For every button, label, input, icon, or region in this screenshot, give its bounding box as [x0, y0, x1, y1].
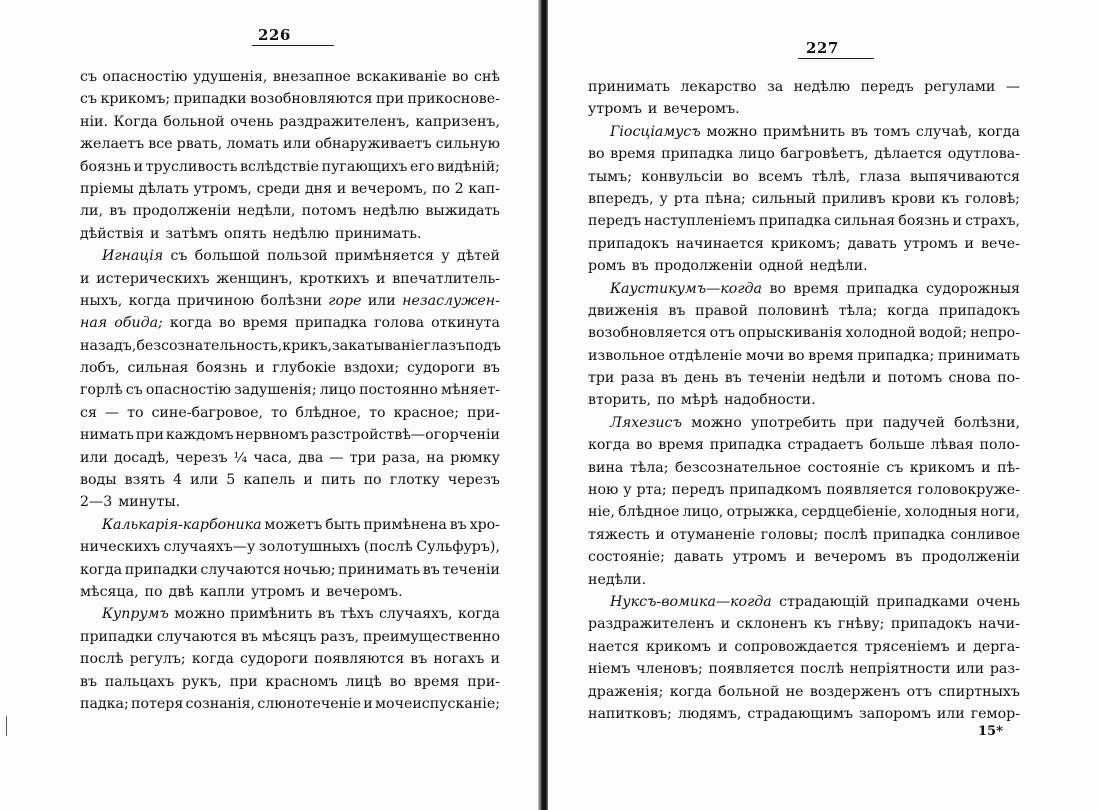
- text-line: припадокъ начинается крикомъ; давать утромъ и вече-: [588, 235, 1020, 252]
- text-line: принимать лекарство за недѣлю передъ регулами —: [588, 79, 1020, 95]
- text-line: мѣсяца, по двѣ капли утромъ и вечеромъ.: [80, 583, 403, 600]
- text-line: припадки случаются въ мѣсяцъ разъ, преимущественно: [80, 628, 500, 645]
- text-line: назадъ, безсознательность, крикъ, закатываніе глазъ подъ: [80, 337, 501, 354]
- text-line: послѣ регулъ; когда судороги появляются въ ногахъ и: [80, 651, 500, 668]
- text-line: напитковъ; людямъ, страдающимъ запоромъ или гемор-: [588, 705, 1020, 722]
- text-line: состояніе; давать утромъ и вечеромъ въ продолженіи: [588, 549, 1020, 566]
- text-line: въ пальцахъ рукъ, при красномъ лицѣ во время при-: [80, 673, 500, 690]
- text-line: нимать при каждомъ нервномъ разстройствѣ—огорченіи: [80, 427, 500, 444]
- text-line: драженія; когда больной не воздерженъ отъ спиртныхъ: [588, 683, 1020, 700]
- text-line: ли, въ продолженіи недѣли, потомъ недѣлю выжидать: [80, 203, 500, 220]
- text-line: когда во время припадка страдаетъ больше лѣвая поло-: [588, 437, 1020, 454]
- text-line: вторить, по мѣрѣ надобности.: [588, 392, 816, 409]
- text-line: Нуксъ-вомика—когда страдающій припадками очень: [610, 593, 1020, 610]
- text-line: когда припадки случаются ночью; принимать въ теченіи: [80, 561, 500, 578]
- left-page: [0, 0, 540, 810]
- page-number-rule-right: [798, 58, 874, 59]
- text-line: нается крикомъ и сопровождается трясеніемъ и дерга-: [588, 638, 1020, 655]
- text-line: падка; потеря сознанія, слюнотеченіе и мочеиспусканіе;: [80, 695, 500, 712]
- text-line: или досадѣ, черезъ ¼ часа, два — три раза, на рюмку: [80, 449, 500, 466]
- text-line: Гіосціамусъ можно примѣнить въ томъ случаѣ, когда: [610, 123, 1020, 140]
- text-line: тымъ; конвульсіи во всемъ тѣлѣ, глаза выпячиваются: [588, 168, 1020, 185]
- text-line: ніе, блѣдное лицо, отрыжка, сердцебіеніе, холодныя ноги,: [588, 504, 1020, 521]
- page-number-right: 227: [806, 39, 839, 57]
- text-line: воды взять 4 или 5 капель и пить по глотку черезъ: [80, 472, 500, 489]
- right-page-text: [588, 76, 1020, 725]
- text-line: пріемы дѣлать утромъ, среди дня и вечеромъ, по 2 кап-: [80, 180, 500, 197]
- margin-mark: [6, 716, 7, 736]
- text-line: съ опасностію удушенія, внезапное вскакиваніе во снѣ: [80, 69, 500, 85]
- text-line: Игнація съ большой пользой примѣняется у дѣтей: [102, 248, 500, 265]
- text-line: ныхъ, когда причиною болѣзни горе или незаслужен-: [80, 292, 500, 309]
- text-line: ся — то сине-багровое, то блѣдное, то красное; при-: [80, 404, 500, 421]
- text-line: желаетъ все рвать, ломать или обнаруживаетъ сильную: [80, 136, 500, 153]
- text-line: ромъ въ продолженіи одной недѣли.: [588, 258, 868, 275]
- text-line: Купрумъ можно примѣнить въ тѣхъ случаяхъ, когда: [102, 606, 500, 623]
- page-number-rule-left: [252, 45, 334, 46]
- text-line: Калькарія-карбоника можетъ быть примѣнена въ хро-: [102, 516, 500, 533]
- right-page: [548, 0, 1100, 810]
- text-line: ническихъ случаяхъ—у золотушныхъ (послѣ Сульфуръ),: [80, 539, 500, 556]
- text-line: впередъ, у рта пѣна; сильный приливъ крови къ головѣ;: [588, 190, 1020, 207]
- text-line: тяжесть и отуманеніе головы; послѣ припадка сонливое: [588, 526, 1020, 543]
- text-line: возобновляется отъ опрыскиванія холодной водой; непро-: [588, 325, 1020, 342]
- text-line: движенія въ правой половинѣ тѣла; когда припадокъ: [588, 302, 1020, 319]
- text-line: три раза въ день въ теченіи недѣли и потомъ снова по-: [588, 370, 1020, 387]
- signature-mark: 15*: [978, 724, 1003, 739]
- text-line: 2—3 минуты.: [80, 494, 181, 511]
- left-page-text: [80, 66, 500, 715]
- text-line: передъ наступленіемъ припадка сильная боязнь и страхъ,: [588, 213, 1020, 230]
- text-line: недѣли.: [588, 571, 647, 588]
- text-line: боязнь и трусливость вслѣдствіе пугающихъ его видѣній;: [80, 158, 500, 175]
- text-line: во время припадка лицо багровѣетъ, дѣлается одутлова-: [588, 146, 1020, 163]
- text-line: ніи. Когда больной очень раздражителенъ, капризенъ,: [80, 113, 500, 130]
- text-line: вина тѣла; безсознательное состояніе съ крикомъ и пѣ-: [588, 459, 1020, 476]
- text-line: раздражителенъ и склоненъ къ гнѣву; припадокъ начи-: [588, 616, 1020, 633]
- text-line: ная обида; когда во время припадка голова откинута: [80, 315, 500, 332]
- text-line: извольное отдѣленіе мочи во время припадка; принимать: [588, 347, 1020, 364]
- text-line: съ крикомъ; припадки возобновляются при прикоснове-: [80, 91, 500, 108]
- text-line: и истерическихъ женщинъ, кроткихъ и впечатлитель-: [80, 270, 500, 287]
- text-line: горлѣ съ опасностію задушенія; лицо постоянно мѣняет-: [80, 382, 500, 399]
- text-line: утромъ и вечеромъ.: [588, 101, 740, 118]
- text-line: лобъ, сильная боязнь и глубокіе вздохи; судороги въ: [80, 360, 500, 377]
- text-line: Каустикумъ—когда во время припадка судорожныя: [610, 280, 1020, 297]
- text-line: ніемъ членовъ; появляется послѣ непріятности или раз-: [588, 661, 1020, 678]
- text-line: ною у рта; передъ припадкомъ появляется головокруже-: [588, 482, 1020, 499]
- page-number-left: 226: [258, 26, 291, 44]
- text-line: дѣйствія и затѣмъ опять недѣлю принимать.: [80, 225, 422, 242]
- text-line: Ляхезисъ можно употребить при падучей болѣзни,: [610, 414, 1020, 431]
